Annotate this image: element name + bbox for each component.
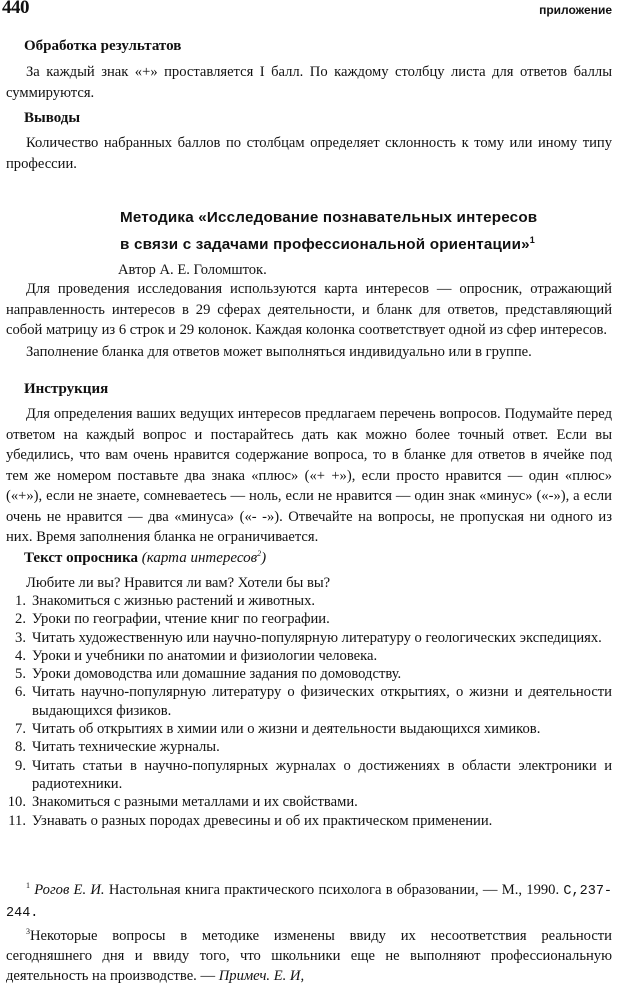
questionnaire-item bbox=[6, 629, 612, 647]
questionnaire-item bbox=[6, 683, 612, 720]
method-description bbox=[6, 260, 612, 362]
footnote-1-text: Настольная книга практического психолога в образовании, — М., 1990. bbox=[108, 882, 560, 898]
method-title-line2 bbox=[120, 229, 590, 256]
questionnaire-heading-footnote-mark: 2 bbox=[257, 549, 262, 558]
questionnaire-item-number: 2. bbox=[15, 611, 26, 628]
questionnaire-item-number: 7. bbox=[15, 721, 26, 738]
questionnaire-item-number: 9. bbox=[15, 757, 26, 774]
questionnaire-item-number: 11. bbox=[8, 812, 26, 829]
questionnaire-item bbox=[6, 812, 612, 830]
results-processing-heading: Обработка результатов bbox=[24, 38, 182, 54]
conclusions-text: Количество набранных баллов по столбцам определяет склонность к тому или иному типу профессии. bbox=[6, 135, 612, 172]
results-processing-text: За каждый знак «+» проставляется I балл. По каждому столбцу листа для ответов баллы суммируются. bbox=[6, 64, 612, 101]
questionnaire-intro: Любите ли вы? Нравится ли вам? Хотели бы вы? bbox=[26, 575, 331, 591]
questionnaire-item-text: Знакомиться с разными металлами и их свойствами. bbox=[32, 794, 358, 811]
conclusions-heading: Выводы bbox=[24, 110, 81, 126]
questionnaire-item-text: Читать научно-популярную литературу о физических открытиях, о жизни и деятельности выдающихся физиков. bbox=[32, 684, 612, 719]
questionnaire-section bbox=[6, 544, 612, 830]
questionnaire-item-number: 3. bbox=[15, 629, 26, 646]
questionnaire-item-number: 5. bbox=[15, 666, 26, 683]
footnote-1-mark: 1 bbox=[26, 881, 30, 890]
questionnaire-item-text: Узнавать о разных породах древесины и об их практическом применении. bbox=[32, 812, 493, 829]
questionnaire-item bbox=[6, 738, 612, 756]
questionnaire-item bbox=[6, 647, 612, 665]
method-author: Автор А. Е. Голомшток. bbox=[118, 262, 267, 278]
questionnaire-item bbox=[6, 793, 612, 811]
questionnaire-item-number: 1. bbox=[15, 593, 26, 609]
questionnaire-list bbox=[6, 592, 612, 830]
conclusions-section bbox=[6, 108, 612, 174]
questionnaire-item-text: Читать об открытиях в химии или о жизни и деятельности выдающихся химиков. bbox=[32, 721, 541, 738]
footnote-2-note: Примеч. Е. И, bbox=[218, 968, 305, 984]
questionnaire-item bbox=[6, 592, 612, 610]
method-title-footnote-mark: 1 bbox=[529, 235, 535, 245]
questionnaire-item-text: Знакомиться с жизнью растений и животных. bbox=[32, 593, 316, 609]
questionnaire-item bbox=[6, 720, 612, 738]
method-title bbox=[120, 207, 590, 256]
questionnaire-item-text: Читать статьи в научно-популярных журналах о достижениях в области электроники и радиотехники. bbox=[32, 757, 612, 792]
instruction-heading: Инструкция bbox=[24, 381, 109, 397]
method-paragraph-2: Заполнение бланка для ответов может выполняться индивидуально или в группе. bbox=[26, 343, 532, 360]
questionnaire-item-number: 8. bbox=[15, 739, 26, 756]
questionnaire-heading bbox=[6, 544, 612, 568]
questionnaire-item-text: Уроки домоводства или домашние задания по домоводству. bbox=[32, 666, 402, 683]
instruction-section bbox=[6, 379, 612, 548]
instruction-text: Для определения ваших ведущих интересов предлагаем перечень вопросов. Подумайте перед ответом на каждый вопрос и постарайтесь дать как можно более точный ответ. Если вы убедились, что вам очень нравится содержание вопроса, то в бланке для ответов в ячейке под тем же номером поставьте два знака «плюс» («+ +»), если просто нравится — один «плюс» («+»), если не знаете, сомневаетесь — ноль, если не нравится — один знак «минус» («-»), а если очень не нравится — два «минуса» («- -»). Отвечайте на вопросы, не пропуская ни одного из них. Время заполнения бланка не ограничивается. bbox=[6, 406, 612, 545]
questionnaire-heading-close: ) bbox=[261, 550, 267, 566]
questionnaire-heading-italic: (карта интересов bbox=[141, 550, 258, 566]
page-number: 440 bbox=[2, 0, 29, 18]
footnote-2-mark: 3 bbox=[26, 927, 30, 936]
footnote-1 bbox=[6, 876, 612, 924]
questionnaire-item bbox=[6, 757, 612, 794]
questionnaire-heading-text: Текст опросника bbox=[24, 550, 138, 566]
questionnaire-item-text: Уроки по географии, чтение книг по географии. bbox=[32, 611, 330, 628]
questionnaire-item bbox=[6, 610, 612, 628]
questionnaire-item-text: Уроки и учебники по анатомии и физиологии человека. bbox=[32, 647, 378, 664]
method-paragraph-1: Для проведения исследования используются карта интересов — опросник, отражающий направленность интересов в 29 сферах деятельности, и бланк для ответов, представляющий собой матрицу из 6 строк и 29 колонок. Каждая колонка соответствует одной из сфер интересов. bbox=[6, 281, 612, 338]
running-head: приложение bbox=[539, 3, 612, 17]
questionnaire-item bbox=[6, 665, 612, 683]
method-title-line1: Методика «Исследование познавательных интересов bbox=[120, 209, 538, 226]
footnote-2-text: Некоторые вопросы в методике изменены ввиду их несоответствия реальности сегодняшнего дня и ввиду того, что школьники еще не выполняют профессиональную деятельность на производстве. — bbox=[6, 928, 612, 984]
questionnaire-item-number: 10. bbox=[7, 794, 26, 811]
footnote-2 bbox=[6, 922, 612, 986]
questionnaire-item-number: 4. bbox=[15, 647, 26, 664]
results-processing-section bbox=[6, 36, 612, 103]
footnote-1-pages: С,237-244. bbox=[6, 884, 613, 921]
footnotes bbox=[6, 876, 612, 986]
questionnaire-item-text: Читать технические журналы. bbox=[32, 739, 220, 756]
questionnaire-item-number: 6. bbox=[15, 684, 26, 701]
method-title-line2-text: в связи с задачами профессиональной ориентации» bbox=[120, 236, 530, 254]
footnote-1-author: Рогов Е. И. bbox=[34, 882, 105, 898]
questionnaire-item-text: Читать художественную или научно-популярную литературу о геологических экспедициях. bbox=[32, 629, 602, 646]
